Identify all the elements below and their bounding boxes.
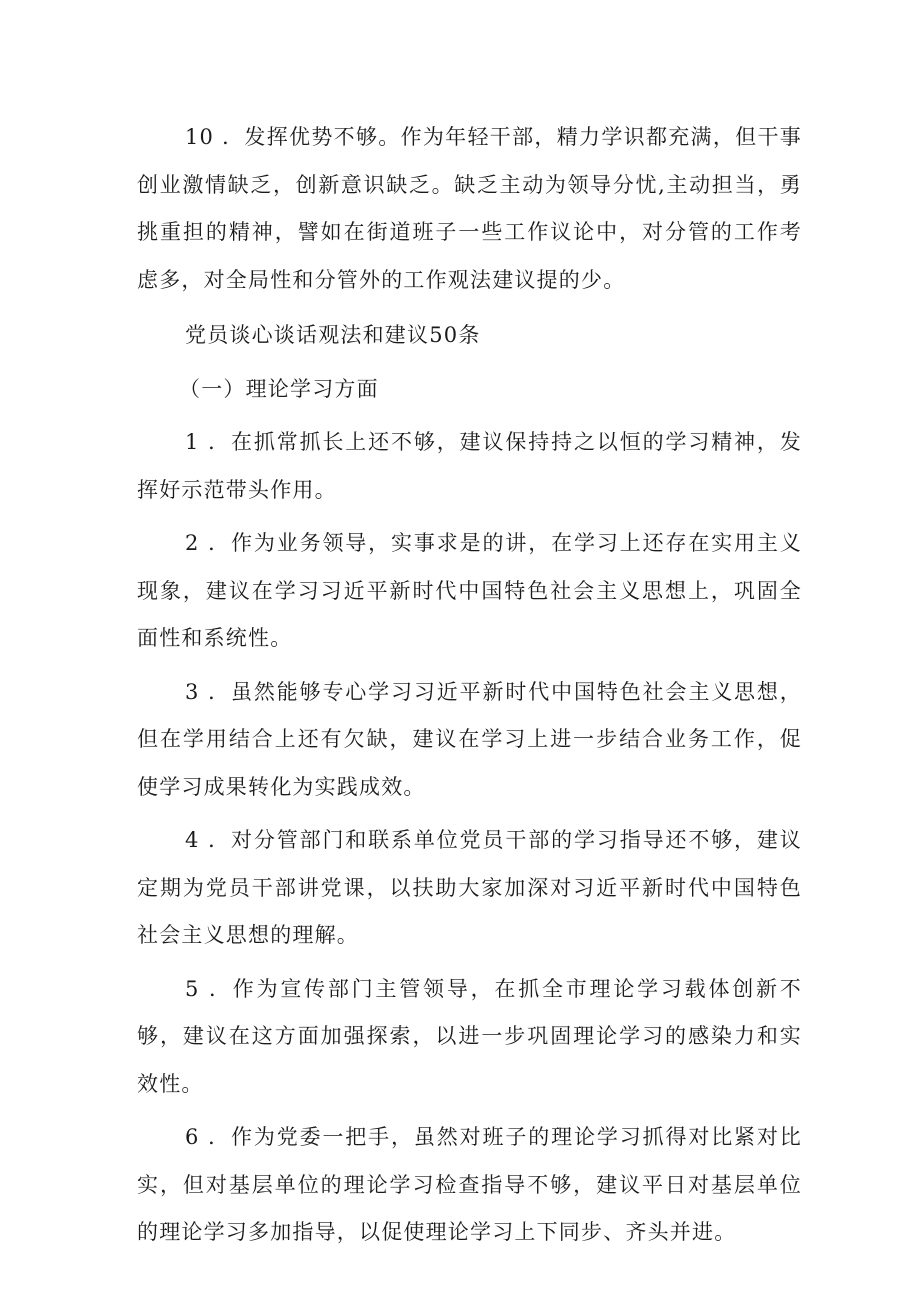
paragraph-item-1: 1 ．在抓常抓长上还不够，建议保持持之以恒的学习精神，发挥好示范带头作用。 <box>137 430 802 502</box>
paragraph-item-4: 4 ．对分管部门和联系单位党员干部的学习指导还不够，建议定期为党员干部讲党课，以扶助大家加深对习近平新时代中国特色社会主义思想的理解。 <box>137 828 802 947</box>
paragraph-item-5: 5 ．作为宣传部门主管领导，在抓全市理论学习载体创新不够，建议在这方面加强探索，以进一步巩固理论学习的感染力和实效性。 <box>137 976 802 1096</box>
paragraph-item-3: 3 ．虽然能够专心学习习近平新时代中国特色社会主义思想，但在学用结合上还有欠缺，建议在学习上进一步结合业务工作，促使学习成果转化为实践成效。 <box>137 679 802 799</box>
paragraph-item-2: 2 ．作为业务领导，实事求是的讲，在学习上还存在实用主义现象，建议在学习习近平新时代中国特色社会主义思想上，巩固全面性和系统性。 <box>137 531 802 650</box>
section-heading-theory-study: （一）理论学习方面 <box>179 376 379 401</box>
document-title: 党员谈心谈话观法和建议50条 <box>185 323 481 347</box>
paragraph-item-10: 10 ．发挥优势不够。作为年轻干部，精力学识都充满，但干事创业激情缺乏，创新意识缺乏。缺乏主动为领导分忧,主动担当，勇挑重担的精神，譬如在街道班子一些工作议论中，对分管的工作考虑多，对全局性和分管外的工作观法建议提的少。 <box>137 125 802 292</box>
document-body <box>137 114 802 1263</box>
paragraph-item-6: 6 ．作为党委一把手，虽然对班子的理论学习抓得对比紧对比实，但对基层单位的理论学习检查指导不够，建议平日对基层单位的理论学习多加指导，以促使理论学习上下同步、齐头并进。 <box>137 1125 802 1244</box>
